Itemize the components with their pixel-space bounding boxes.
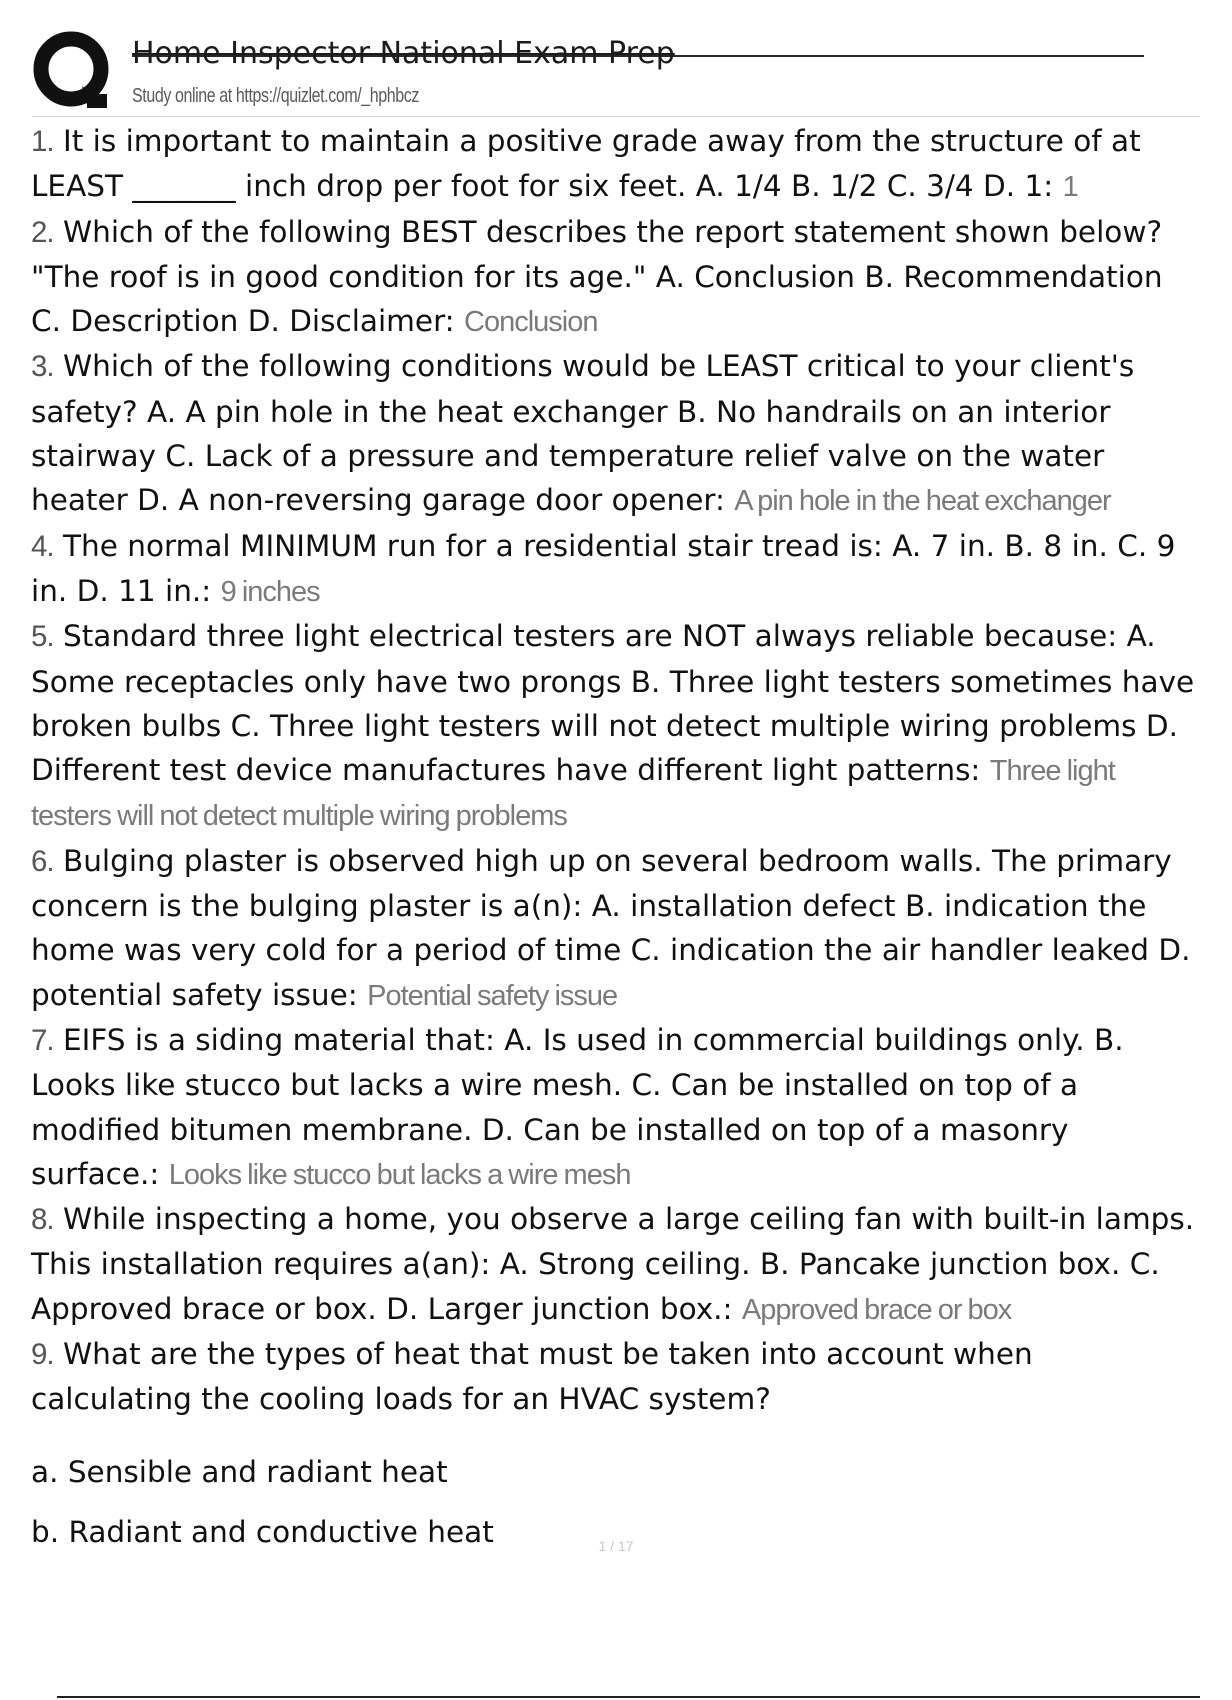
question-number: 3.: [31, 350, 54, 384]
question-number: 5.: [31, 620, 54, 654]
question-number: 2.: [31, 215, 54, 249]
question-answer: Three light testers will not detect multiple wiring problems: [31, 755, 1115, 833]
question-number: 7.: [31, 1023, 54, 1057]
question-item: [31, 119, 1200, 210]
document-header: [32, 30, 1200, 118]
question-item: [31, 1018, 1200, 1197]
question-item: [31, 524, 1200, 615]
question-text: Which of the following conditions would be LEAST critical to your client's safety? A. A pin hole in the heat exchanger B. No handrails on an interior stairway C. Lack of a pressure and temperature relief valve on the water heater D. A non-reversing garage door opener:: [31, 349, 1135, 518]
question-answer: Approved brace or box: [741, 1293, 1012, 1326]
question-number: 9.: [31, 1338, 54, 1372]
question-number: 6.: [31, 844, 54, 878]
footer-rule: [57, 1696, 1200, 1698]
page-number: 1 / 17: [598, 1538, 634, 1554]
question-text: The normal MINIMUM run for a residential stair tread is: A. 7 in. B. 8 in. C. 9 in. D. 11 in.:: [31, 528, 1176, 608]
question-number: 4.: [31, 529, 54, 563]
question-text: While inspecting a home, you observe a large ceiling fan with built-in lamps. This installation requires a(an): A. Strong ceiling. B. Pancake junction box. C. Approved brace or box. D. Larger junction box.:: [31, 1202, 1195, 1326]
question-answer: A pin hole in the heat exchanger: [734, 485, 1111, 518]
question-text: Standard three light electrical testers are NOT always reliable because: A. Some receptacles only have two prongs B. Three light testers sometimes have broken bulbs C. Three light testers will not detect multiple wiring problems D. Different test device manufactures have different light patterns:: [31, 619, 1195, 788]
question-text: Which of the following BEST describes the report statement shown below? "The roof is in good condition for its age." A. Conclusion B. Recommendation C. Description D. Disclaimer:: [31, 214, 1163, 339]
question-answer: 1: [1062, 171, 1078, 204]
question-text: EIFS is a siding material that: A. Is used in commercial buildings only. B. Looks like stucco but lacks a wire mesh. C. Can be installed on top of a modified bitumen membrane. D. Can be installed on top of a masonry surface.:: [31, 1022, 1124, 1191]
quizlet-logo-icon: [32, 30, 114, 112]
question-answer: 9 inches: [220, 575, 320, 608]
question-text: Bulging plaster is observed high up on several bedroom walls. The primary concern is the bulging plaster is a(n): A. installation defect B. indication the home was very cold for a period of time C. indication the air handler leaked D. potential safety issue:: [31, 843, 1191, 1012]
header-divider: [32, 116, 1200, 117]
answer-option: a. Sensible and radiant heat: [31, 1454, 448, 1489]
question-item: [31, 210, 1200, 345]
question-number: 1.: [31, 125, 54, 158]
question-answer: Looks like stucco but lacks a wire mesh: [168, 1158, 631, 1191]
question-item: [31, 1332, 1200, 1422]
question-item: [31, 344, 1200, 523]
question-item: [31, 614, 1200, 838]
question-number: 8.: [31, 1203, 54, 1237]
study-online-link[interactable]: Study online at https://quizlet.com/_hphbcz: [132, 85, 419, 107]
question-answer: Conclusion: [464, 306, 598, 339]
document-title: Home Inspector National Exam Prep: [132, 36, 675, 71]
question-text: It is important to maintain a positive grade away from the structure of at LEAST _______ inch drop per foot for six feet. A. 1/4 B. 1/2 C. 3/4 D. 1:: [31, 124, 1141, 204]
question-answer: Potential safety issue: [367, 979, 618, 1012]
spacer: [31, 1422, 1200, 1442]
question-item: [31, 1197, 1200, 1332]
question-text: What are the types of heat that must be taken into account when calculating the cooling loads for an HVAC system?: [31, 1337, 1033, 1417]
question-item: [31, 839, 1200, 1018]
answer-option: b. Radiant and conductive heat: [31, 1514, 494, 1549]
